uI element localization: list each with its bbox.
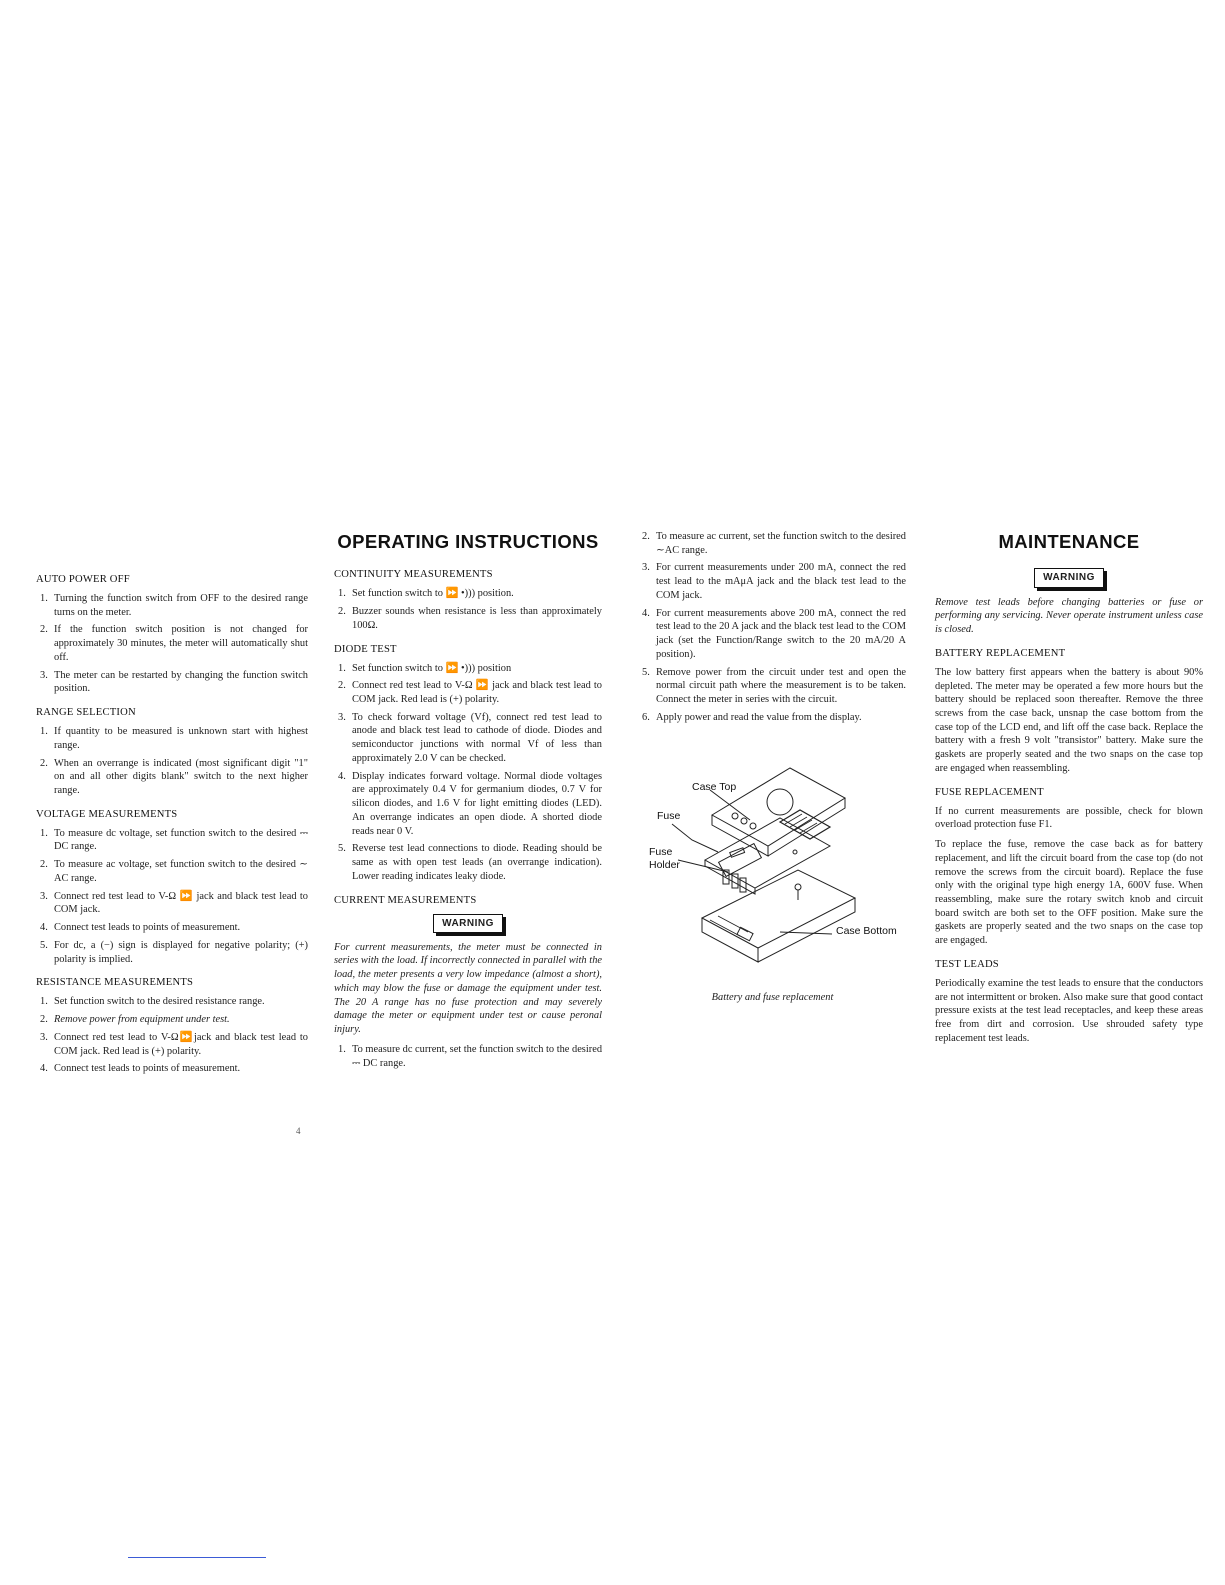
list-item: 5. For dc, a (−) sign is displayed for negative polarity; (+) polarity is implied.: [40, 939, 308, 965]
list-item: 2. To measure ac current, set the function switch to the desired ∼AC range.: [642, 531, 906, 556]
list-item: 3. To check forward voltage (Vf), connect red test lead to anode and black test lead to cathode of diode. Diodes and semiconductor junctions with normal Vf of less than approximately 2.0 V can be checked.: [338, 711, 602, 764]
list-item: 3. For current measurements under 200 mA, connect the red test lead to the mAμA jack and the black test lead to the COM jack.: [642, 562, 906, 601]
column-4: [935, 530, 1203, 1052]
battery-replacement-text: The low battery first appears when the battery is about 90% depleted. The meter may be operated a few more hours but the battery should be replaced soon thereafter. Remove the three screws from the case back, unsnap the case bottom from the case top of the LCD end, and lift off the case back. Replace the battery with a fresh 9 volt "transistor" battery. Make sure the gaskets are properly seated and the two snaps on the case top are engaged when reassembling.: [935, 666, 1203, 774]
list-item: 3. Connect red test lead to V-Ω ⏩ jack and black test lead to COM jack.: [40, 890, 308, 916]
current-warning-badge-wrap: [334, 914, 602, 933]
maintenance-warning-text: Remove test leads before changing batteries or fuse or performing any servicing. Never operate instrument unless case is closed.: [935, 596, 1203, 636]
list-item: 1. To measure dc current, set the function switch to the desired ⎓ DC range.: [338, 1043, 603, 1069]
figure-caption: Battery and fuse replacement: [711, 992, 834, 1003]
list-item: 1. Set function switch to the desired resistance range.: [40, 996, 265, 1008]
case-top-side: [712, 815, 768, 856]
diode-test-list: [334, 662, 602, 884]
case-top-label: Case Top: [692, 781, 737, 793]
range-selection-heading: RANGE SELECTION: [36, 707, 136, 719]
list-item: 4. Display indicates forward voltage. Normal diode voltages are approximately 0.4 V for germanium diodes, 0.7 V for silicon diodes, and 1.6 V for light emitting diodes (LED). An overrange indicates an open diode. A shorted diode reads near 0 V.: [338, 770, 602, 837]
list-item: 1. To measure dc voltage, set function switch to the desired ⎓ DC range.: [40, 827, 308, 853]
list-item: 5. Remove power from the circuit under test and open the normal circuit path where the measurement is to be taken. Connect the meter in series with the circuit.: [642, 666, 906, 706]
fuse-holder-label-line2: Holder: [649, 859, 680, 871]
voltage-measurements-heading: VOLTAGE MEASUREMENTS: [36, 808, 178, 820]
list-item: 3. The meter can be restarted by changing the function switch position.: [40, 669, 308, 695]
fuse-leader: [672, 824, 718, 852]
column-1: [36, 573, 308, 1080]
current-list-part1: [334, 1043, 602, 1070]
list-item: 1. Set function switch to ⏩ •))) position.: [338, 588, 514, 600]
fuse-replacement-text-2: To replace the fuse, remove the case back as for battery replacement, and lift the circuit board from the case top (do not remove the screws from the circuit board). Replace the fuse only with the original type high energy 1A, 600V fuse. When reassembling, make sure the rotary switch knob and circuit board switch are both set to the OFF position. Make sure the gaskets are properly seated and the two snaps on the case top are engaged.: [935, 839, 1203, 947]
page-mark: 4: [296, 1126, 301, 1136]
current-list-part2: [638, 530, 906, 725]
warning-badge: WARNING: [433, 914, 503, 933]
test-leads-heading: TEST LEADS: [935, 958, 999, 970]
list-item: 2. If the function switch position is not changed for approximately 30 minutes, the meter will automatically shut off.: [40, 624, 308, 663]
list-item: 4. For current measurements above 200 mA, connect the red test lead to the 20 A jack and the black test lead to the COM jack (set the Function/Range switch to the 20 mA/20 A position).: [642, 607, 906, 660]
meter-exploded-view: [640, 760, 905, 990]
current-measurements-heading: CURRENT MEASUREMENTS: [334, 894, 477, 906]
bottom-link-line: [128, 1557, 266, 1558]
list-item: 1. If quantity to be measured is unknown start with highest range.: [40, 726, 308, 751]
warning-badge: WARNING: [1034, 568, 1104, 587]
battery-replacement-heading: BATTERY REPLACEMENT: [935, 647, 1066, 659]
fuse-holder-label-line1: Fuse: [649, 846, 673, 858]
fuse-label: Fuse: [657, 810, 681, 822]
continuity-heading: CONTINUITY MEASUREMENTS: [334, 569, 493, 581]
operating-instructions-title: OPERATING INSTRUCTIONS: [337, 531, 599, 552]
range-selection-list: [36, 725, 308, 798]
display-dial: [767, 789, 793, 815]
fuse-replacement-heading: FUSE REPLACEMENT: [935, 786, 1044, 798]
auto-power-off-heading: AUTO POWER OFF: [36, 574, 130, 585]
column-3: [638, 530, 906, 729]
list-item: 2. Remove power from equipment under test.: [40, 1014, 230, 1026]
column-2: [334, 530, 602, 1074]
list-item: 2. When an overrange is indicated (most significant digit "1" on and all other digits blank" switch to the next higher range.: [40, 757, 308, 797]
diode-test-heading: DIODE TEST: [334, 643, 397, 655]
current-warning-text: For current measurements, the meter must be connected in series with the load. If incorrectly connected in parallel with the load, the meter presents a very low impedance (almost a short), which may blow the fuse or damage the equipment under test. The 20 A range has no fuse protection and may severely damage the meter or equipment under test or cause peronal injury.: [334, 941, 602, 1036]
maintenance-warning-badge-wrap: [935, 568, 1203, 587]
auto-power-off-list: [36, 592, 308, 696]
list-item: 1. Set function switch to ⏩ •))) position: [338, 662, 512, 674]
continuity-list: [334, 587, 602, 632]
list-item: 4. Connect test leads to points of measurement.: [40, 922, 241, 934]
voltage-measurements-list: [36, 827, 308, 967]
list-item: 2. To measure ac voltage, set function switch to the desired ∼ AC range.: [40, 859, 308, 884]
resistance-measurements-heading: RESISTANCE MEASUREMENTS: [36, 977, 194, 989]
case-bottom-label: Case Bottom: [836, 925, 897, 937]
battery-fuse-diagram: [640, 760, 905, 1010]
list-item: 3. Connect red test lead to V-Ω⏩jack and black test lead to COM jack. Red lead is (+) polarity.: [40, 1031, 308, 1057]
case-top-leader: [710, 790, 750, 820]
list-item: 1. Turning the function switch from OFF to the desired range turns on the meter.: [40, 592, 308, 618]
maintenance-title: MAINTENANCE: [998, 531, 1140, 552]
fuse-replacement-text-1: If no current measurements are possible, check for blown overload protection fuse F1.: [935, 805, 1203, 831]
list-item: 2. Connect red test lead to V-Ω ⏩ jack and black test lead to COM jack. Red lead is (+) polarity.: [338, 680, 602, 706]
test-leads-text: Periodically examine the test leads to ensure that the conductors are not intermittent or broken. Also make sure that good contact pressure exists at the test lead receptacles, and keep these areas free from dirt and corrosion. Use shrouded safety type replacement test leads.: [935, 977, 1203, 1044]
case-bottom-shape: [702, 870, 855, 948]
list-item: 2. Buzzer sounds when resistance is less than approximately 100Ω.: [338, 606, 602, 631]
list-item: 4. Connect test leads to points of measurement.: [40, 1063, 241, 1075]
list-item: 5. Reverse test lead connections to diode. Reading should be same as with open test leads (an overrange indication). Lower reading indicates leaky diode.: [338, 843, 602, 882]
resistance-measurements-list: [36, 995, 308, 1076]
list-item: 6. Apply power and read the value from the display.: [642, 711, 862, 723]
